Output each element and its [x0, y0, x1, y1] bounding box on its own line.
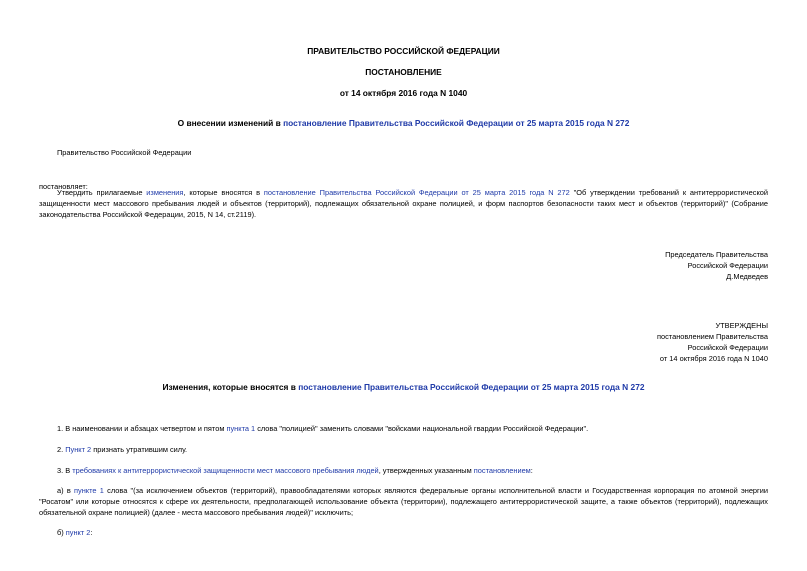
text-span: 3. В — [57, 466, 73, 475]
item-2-link[interactable]: Пункт 2 — [65, 445, 92, 454]
document-type: ПОСТАНОВЛЕНИЕ — [365, 67, 442, 77]
item-3 — [57, 465, 533, 476]
text-span: 2. — [57, 445, 66, 454]
text-span: : — [90, 528, 93, 537]
item-2 — [57, 444, 187, 455]
title-link[interactable]: постановление Правительства Российской Федерации от 25 марта 2015 года N 272 — [283, 118, 630, 128]
changes-link[interactable]: изменения — [146, 188, 184, 197]
text-span: "Об утверждении требований к антитеррористической защищенности мест массового пребывания людей и объектов (территорий), подлежащих обязательной охране полицией, и форм паспортов безопасности таких мест и объектов (территорий)" (Собрание законодательства Российской Федерации, 2015, N 14, ст.2119). — [39, 188, 769, 219]
changes-title — [0, 382, 807, 393]
signature-name: Д.Медведев — [726, 272, 768, 281]
intro-paragraph — [39, 187, 768, 220]
resolution-link[interactable]: постановление Правительства Российской Федерации от 25 марта 2015 года N 272 — [263, 188, 570, 197]
signature-position: Председатель Правительства — [665, 250, 768, 259]
text-span: б) — [57, 528, 66, 537]
government-heading: ПРАВИТЕЛЬСТВО РОССИЙСКОЙ ФЕДЕРАЦИИ — [307, 46, 500, 56]
decides-text: постановляет: — [39, 182, 88, 191]
text-span: : — [530, 466, 533, 475]
item-3b — [57, 527, 92, 538]
approved-country: Российской Федерации — [687, 343, 768, 352]
approved-block — [657, 320, 768, 364]
document-title — [0, 118, 807, 129]
signature-block — [665, 249, 768, 282]
requirements-link[interactable]: требованиях к антитеррористической защищенности мест массового пребывания людей — [72, 466, 379, 475]
text-span: , утвержденных указанным — [378, 466, 474, 475]
item-1 — [57, 423, 588, 434]
approved-heading: УТВЕРЖДЕНЫ — [715, 321, 768, 330]
issuer-text: Правительство Российской Федерации — [57, 148, 192, 157]
text-span: слова "полицией" заменить словами "войсками национальной гвардии Российской Федерации". — [255, 424, 589, 433]
item-3a — [39, 485, 768, 518]
document-date: от 14 октября 2016 года N 1040 — [339, 88, 468, 98]
text-span: признать утратившим силу. — [91, 445, 188, 454]
signature-country: Российской Федерации — [687, 261, 768, 270]
item-1-link[interactable]: пункта 1 — [226, 424, 256, 433]
text-span: 1. В наименовании и абзацах четвертом и пятом — [57, 424, 227, 433]
text-span: , которые вносятся в — [183, 188, 264, 197]
changes-title-prefix: Изменения, которые вносятся в — [162, 382, 299, 392]
approved-by: постановлением Правительства — [657, 332, 768, 341]
item-3a-link[interactable]: пункте 1 — [74, 486, 104, 495]
changes-title-link[interactable]: постановление Правительства Российской Федерации от 25 марта 2015 года N 272 — [298, 382, 645, 392]
title-prefix: О внесении изменений в — [177, 118, 284, 128]
text-span: а) в — [57, 486, 75, 495]
resolution-link-2[interactable]: постановлением — [473, 466, 531, 475]
text-span: Утвердить прилагаемые — [57, 188, 147, 197]
text-span: слова "(за исключением объектов (территорий), правообладателями которых являются федеральные органы исполнительной власти и Государственная корпорация по атомной энергии "Росатом" или которые относятся к сфере их деятельности, предполагающей использование объекта (территории), подлежащего антитеррористической защите, а также объектов (территорий), подлежащих обязательной охране полицией) (далее - места массового пребывания людей)" исключить; — [39, 486, 768, 517]
approved-date: от 14 октября 2016 года N 1040 — [659, 354, 768, 363]
item-3b-link[interactable]: пункт 2 — [65, 528, 91, 537]
